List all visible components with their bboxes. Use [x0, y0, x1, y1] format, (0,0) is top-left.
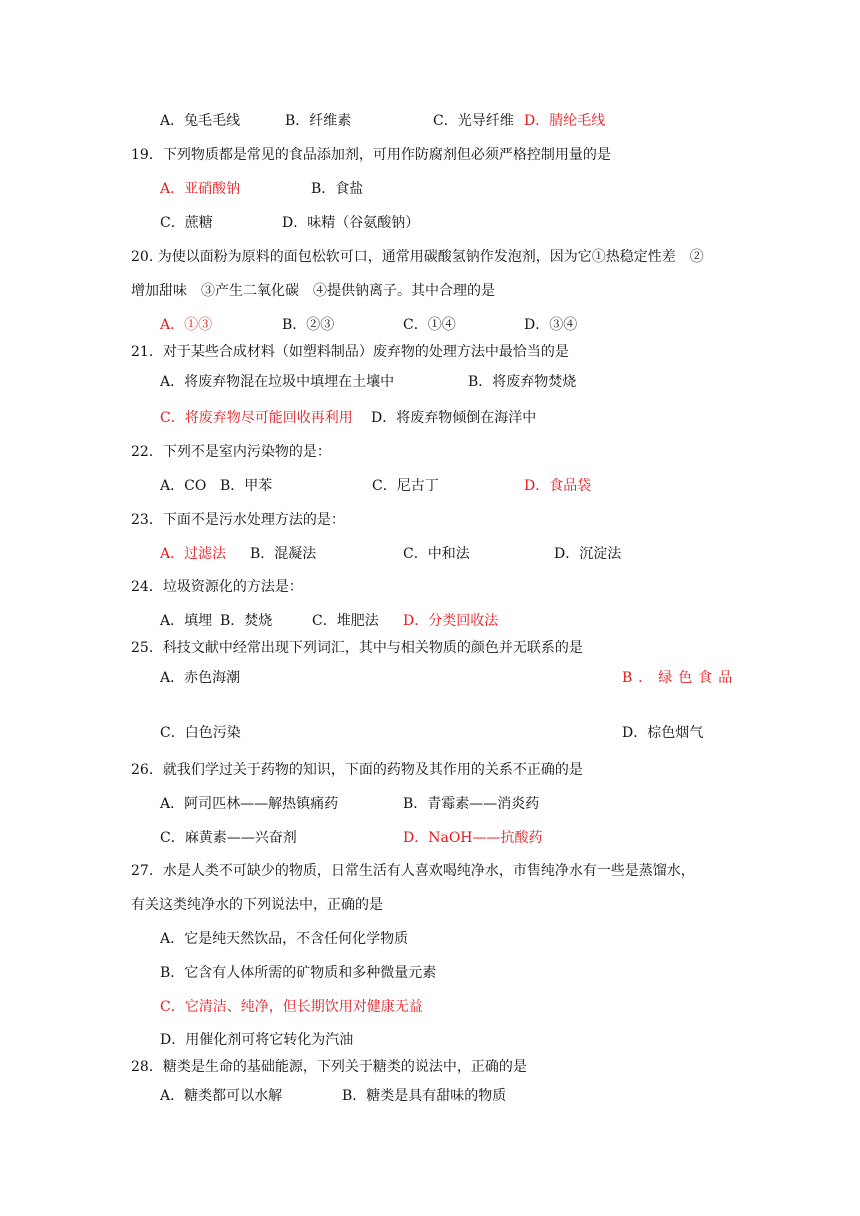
q27-option-c-answer: C．它清洁、纯净，但长期饮用对健康无益 — [160, 999, 423, 1015]
q22-option-a: A．CO — [160, 478, 207, 494]
q25-option-d: D．棕色烟气 — [622, 725, 704, 741]
q20-stem-line1: 20. 为使以面粉为原料的面包松软可口，通常用碳酸氢钠作发泡剂，因为它①热稳定性差 ② — [131, 249, 704, 265]
q24-option-b: B．焚烧 — [220, 613, 273, 629]
q24-option-d-answer: D．分类回收法 — [403, 613, 499, 629]
q20-option-b: B．②③ — [282, 317, 335, 333]
q26-option-d-answer: D．NaOH——抗酸药 — [403, 830, 543, 846]
q21-stem: 21．对于某些合成材料（如塑料制品）废弃物的处理方法中最恰当的是 — [131, 344, 569, 360]
q22-option-b: B．甲苯 — [220, 478, 273, 494]
q27-stem-line2: 有关这类纯净水的下列说法中，正确的是 — [131, 897, 383, 913]
q24-stem: 24．垃圾资源化的方法是： — [131, 579, 303, 595]
q27-option-d: D．用催化剂可将它转化为汽油 — [160, 1032, 354, 1048]
q20-option-a-answer: A．①③ — [160, 317, 213, 333]
q25-option-b-answer: B．绿色食品 — [622, 670, 739, 686]
q24-option-a: A．填埋 — [160, 613, 213, 629]
q28-option-b: B．糖类是具有甜味的物质 — [342, 1088, 507, 1104]
q20-stem-line2: 增加甜味 ③产生二氧化碳 ④提供钠离子。其中合理的是 — [131, 283, 495, 299]
q28-option-a: A．糖类都可以水解 — [160, 1088, 283, 1104]
q22-option-c: C．尼古丁 — [372, 478, 439, 494]
q19-stem: 19．下列物质都是常见的食品添加剂，可用作防腐剂但必须严格控制用量的是 — [131, 147, 611, 163]
q23-stem: 23．下面不是污水处理方法的是： — [131, 512, 345, 528]
q23-option-b: B．混凝法 — [250, 546, 317, 562]
q28-stem: 28．糖类是生命的基础能源，下列关于糖类的说法中，正确的是 — [131, 1059, 527, 1075]
q26-option-b: B．青霉素——消炎药 — [403, 796, 540, 812]
q20-option-c: C．①④ — [403, 317, 456, 333]
q24-option-c: C．堆肥法 — [312, 613, 379, 629]
q18-option-c: C．光导纤维 — [433, 113, 514, 129]
q25-option-c: C．白色污染 — [160, 725, 241, 741]
q19-option-a-answer: A．亚硝酸钠 — [160, 181, 241, 197]
q23-option-c: C．中和法 — [403, 546, 470, 562]
q22-stem: 22．下列不是室内污染物的是： — [131, 444, 331, 460]
q21-option-b: B．将废弃物焚烧 — [468, 374, 577, 390]
q18-option-a: A．兔毛毛线 — [160, 113, 241, 129]
q19-option-c: C．蔗糖 — [160, 215, 213, 231]
q21-option-d: D．将废弃物倾倒在海洋中 — [371, 410, 537, 426]
q20-option-d: D．③④ — [524, 317, 578, 333]
q27-option-a: A．它是纯天然饮品，不含任何化学物质 — [160, 931, 409, 947]
q21-option-a: A．将废弃物混在垃圾中填埋在土壤中 — [160, 374, 395, 390]
q27-option-b: B．它含有人体所需的矿物质和多种微量元素 — [160, 965, 437, 981]
q18-option-b: B．纤维素 — [285, 113, 352, 129]
q25-stem: 25．科技文献中经常出现下列词汇，其中与相关物质的颜色并无联系的是 — [131, 640, 583, 656]
q23-option-a-answer: A．过滤法 — [160, 546, 227, 562]
q25-option-a: A．赤色海潮 — [160, 670, 241, 686]
q18-option-d-answer: D．腈纶毛线 — [524, 113, 606, 129]
q23-option-d: D．沉淀法 — [554, 546, 622, 562]
q26-option-c: C．麻黄素——兴奋剂 — [160, 830, 297, 846]
q26-stem: 26．就我们学过关于药物的知识，下面的药物及其作用的关系不正确的是 — [131, 762, 583, 778]
q19-option-b: B．食盐 — [311, 181, 364, 197]
q26-option-a: A．阿司匹林——解热镇痛药 — [160, 796, 339, 812]
q22-option-d-answer: D．食品袋 — [524, 478, 592, 494]
q27-stem-line1: 27．水是人类不可缺少的物质，日常生活有人喜欢喝纯净水，市售纯净水有一些是蒸馏水， — [131, 863, 695, 879]
q21-option-c-answer: C．将废弃物尽可能回收再利用 — [160, 410, 353, 426]
q19-option-d: D．味精（谷氨酸钠） — [282, 215, 420, 231]
